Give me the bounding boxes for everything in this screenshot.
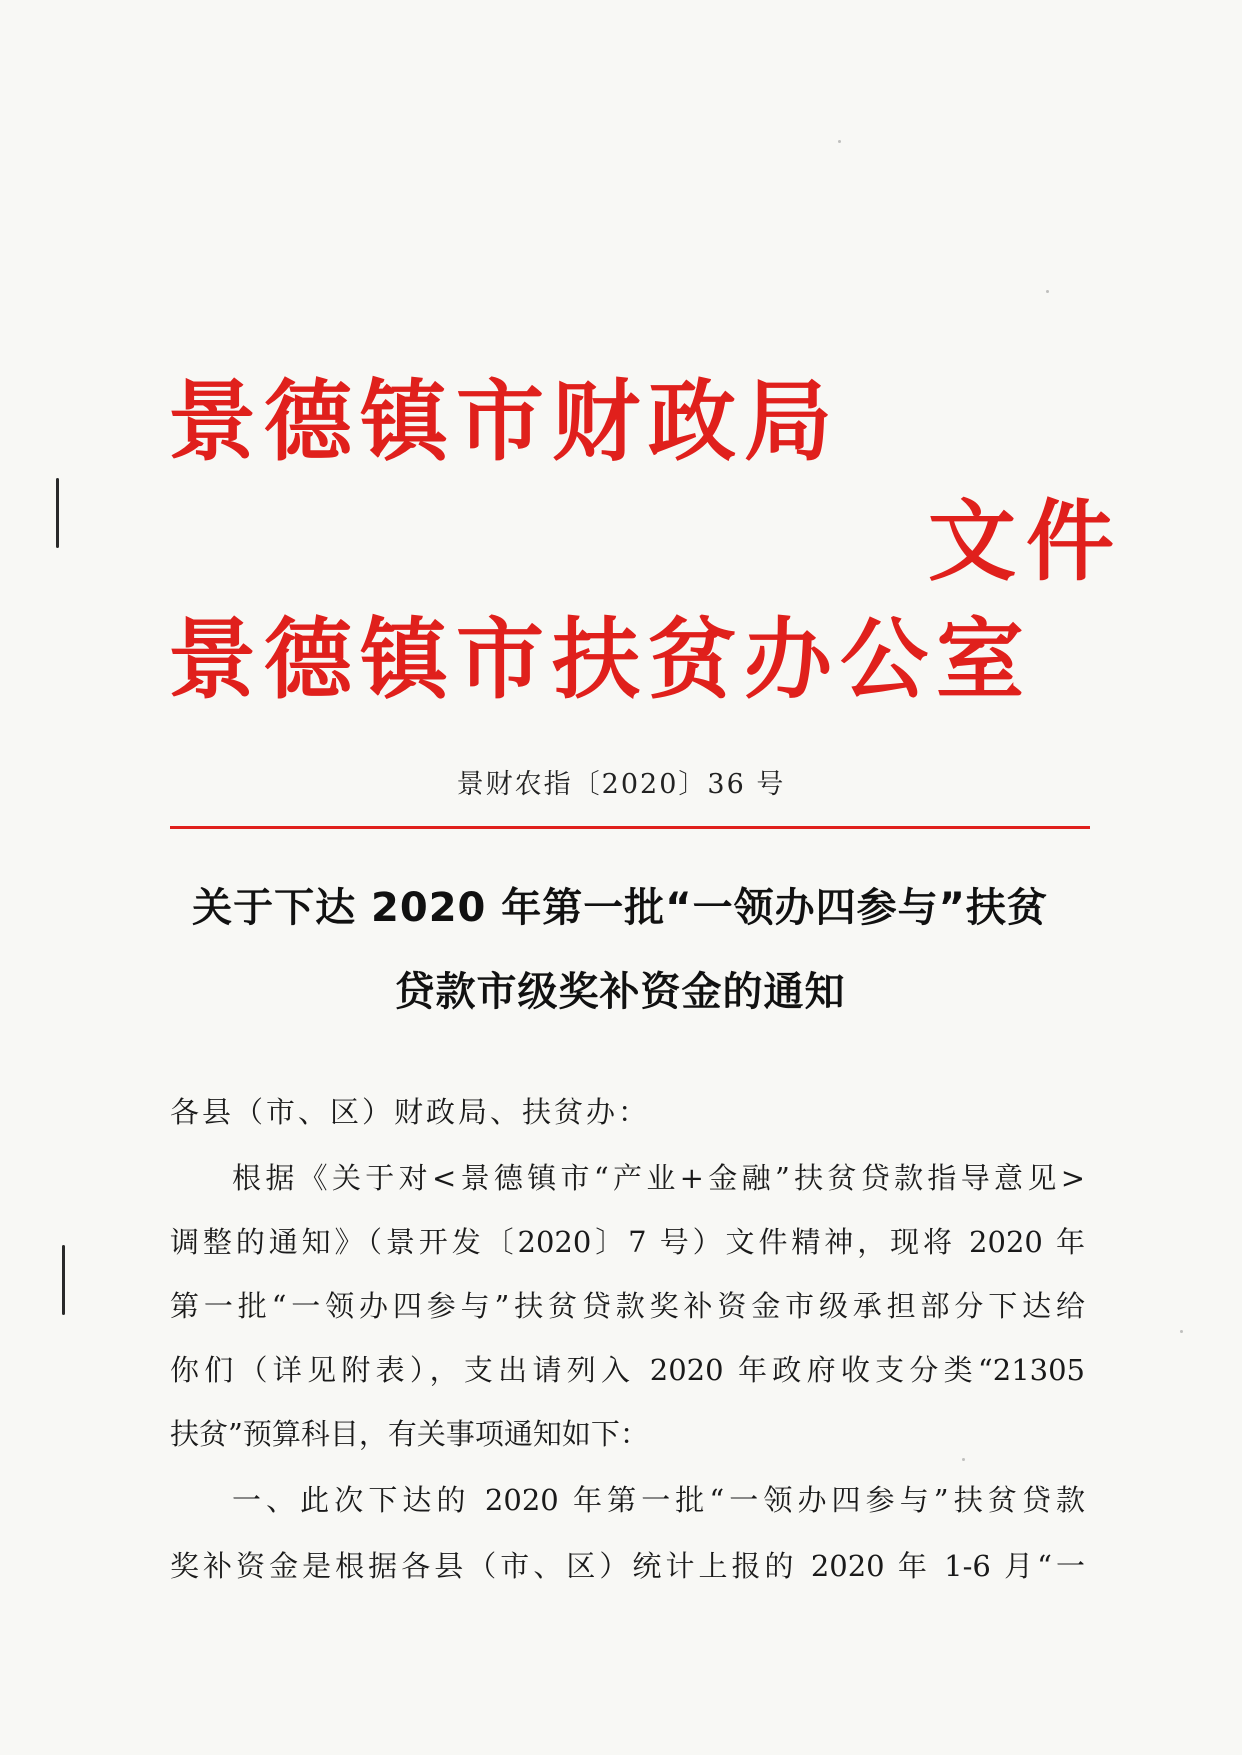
scan-speck: [838, 140, 841, 143]
document-number: 景财农指〔2020〕36 号: [456, 769, 786, 800]
issuer-document-word: 文件: [928, 490, 1125, 593]
issuer-poverty-office: 景德镇市扶贫办公室: [168, 608, 1033, 711]
body-line: 你们（详见附表），支出请列入 2020 年政府收支分类“21305: [170, 1353, 1085, 1387]
body-line: 调整的通知》（景开发〔2020〕7 号）文件精神，现将 2020 年: [170, 1225, 1085, 1259]
document-title-line-1: 关于下达 2020 年第一批“一领办四参与”扶贫: [192, 885, 1048, 931]
salutation: 各县（市、区）财政局、扶贫办：: [170, 1095, 651, 1129]
red-divider-rule: [170, 826, 1090, 829]
scan-speck: [1046, 290, 1049, 293]
body-line: 奖补资金是根据各县（市、区）统计上报的 2020 年 1-6 月“一: [170, 1549, 1085, 1583]
scan-speck: [1180, 1330, 1183, 1333]
body-line: 扶贫”预算科目，有关事项通知如下：: [170, 1417, 649, 1451]
document-title-line-2: 贷款市级奖补资金的通知: [394, 969, 846, 1015]
body-line: 第一批“一领办四参与”扶贫贷款奖补资金市级承担部分下达给: [170, 1289, 1085, 1323]
issuer-finance-bureau: 景德镇市财政局: [168, 370, 841, 473]
binding-mark: [62, 1245, 65, 1315]
body-line: 一、此次下达的 2020 年第一批“一领办四参与”扶贫贷款: [232, 1483, 1085, 1517]
binding-mark: [56, 478, 59, 548]
scan-speck: [962, 1458, 965, 1461]
body-line: 根据《关于对<景德镇市“产业+金融”扶贫贷款指导意见>: [232, 1161, 1085, 1195]
